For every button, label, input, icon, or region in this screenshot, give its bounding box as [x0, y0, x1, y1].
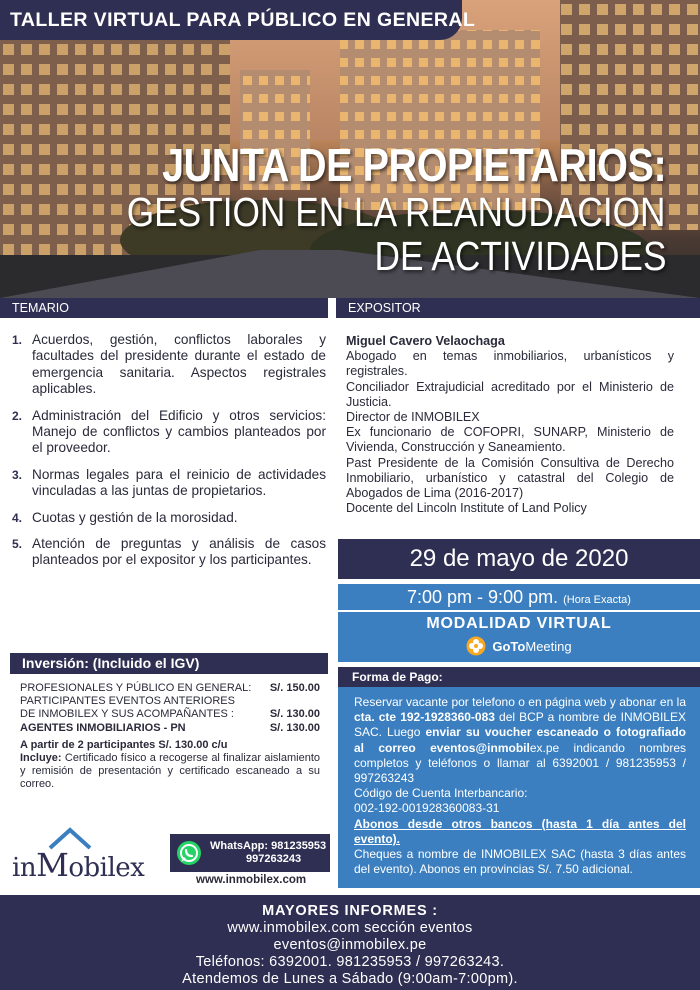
group-discount: A partir de 2 participantes S/. 130.00 c/u	[20, 738, 228, 751]
payment-text: Reservar vacante por telefono o en página web y abonar en la	[354, 695, 686, 709]
hero-photo	[0, 0, 700, 298]
event-date: 29 de mayo de 2020	[338, 539, 700, 579]
expositor-line: Conciliador Extrajudicial acreditado por el Ministerio de Justicia.	[346, 379, 674, 409]
expositor-name: Miguel Cavero Velaochaga	[346, 334, 505, 348]
price-label: AGENTES INMOBILIARIOS - PN	[20, 721, 186, 734]
gotomeeting-logo	[338, 636, 700, 656]
temario-item-number: 3.	[12, 467, 23, 482]
temario-item-text: Normas legales para el reinicio de actividades vinculadas a las juntas de propietarios.	[32, 466, 326, 499]
event-time	[338, 584, 700, 610]
website-link[interactable]: www.inmobilex.com	[196, 874, 307, 886]
other-banks-note: Abonos desde otros bancos (hasta 1 día antes del evento).	[354, 816, 686, 846]
event-time-range: 7:00 pm - 9:00 pm.	[407, 587, 559, 607]
expositor-line: Ex funcionario de COFOPRI, SUNARP, Ministerio de Vivienda, Construcción y Saneamiento.	[346, 425, 674, 455]
footer-contact	[0, 895, 700, 990]
gotomeeting-word-rest: Meeting	[525, 638, 572, 654]
price-value: S/. 130.00	[269, 708, 320, 721]
price-label: PROFESIONALES Y PÚBLICO EN GENERAL:	[20, 682, 252, 694]
logo-wordmark	[12, 846, 144, 884]
payment-info	[338, 687, 700, 888]
modality-box	[338, 612, 700, 662]
expositor-line: Docente del Lincoln Institute of Land Policy	[346, 501, 587, 516]
temario-item	[12, 536, 326, 569]
temario-item-number: 2.	[12, 408, 23, 423]
whatsapp-icon	[176, 840, 202, 866]
expositor-line: Director de INMOBILEX	[346, 410, 480, 425]
cheques-note: Cheques a nombre de INMOBILEX SAC (hasta 3 días antes del evento). Abonos en provincias S/. 7.50 adicional.	[354, 847, 686, 877]
cci-number: 002-192-001928360083-31	[354, 801, 500, 816]
payment-instructions	[354, 695, 686, 786]
payment-header: Forma de Pago:	[338, 667, 700, 687]
price-label: PARTICIPANTES EVENTOS ANTERIORES DE INMOBILEX Y SUS ACOMPAÑANTES :	[20, 695, 235, 721]
temario-item-number: 5.	[12, 537, 23, 552]
title-line-1: JUNTA DE PROPIETARIOS:	[161, 139, 666, 191]
whatsapp-number-1: WhatsApp: 981235953	[210, 840, 327, 852]
price-row	[20, 722, 320, 735]
footer-email[interactable]: eventos@inmobilex.pe	[273, 937, 427, 953]
whatsapp-numbers	[210, 840, 326, 866]
investment-header: Inversión: (Incluido el IGV)	[10, 653, 328, 674]
logo-part: M	[36, 846, 69, 884]
temario-item-text: Cuotas y gestión de la morosidad.	[32, 509, 238, 525]
temario-item-text: Atención de preguntas y análisis de casos planteados por el expositor y los participantes.	[32, 536, 326, 568]
inmobilex-logo	[12, 826, 162, 884]
temario-item	[12, 467, 326, 500]
expositor-line: Abogado en temas inmobiliarios, urbanísticos y registrales.	[346, 349, 674, 379]
footer-phones: Teléfonos: 6392001. 981235953 / 997263243.	[195, 954, 505, 970]
gotomeeting-word-bold: GoTo	[492, 638, 526, 654]
temario-item-number: 4.	[12, 510, 23, 525]
includes-label: Incluye:	[20, 752, 62, 765]
payment-text: del BCP a nombre de INMOBILEX SAC. Luego	[354, 710, 686, 740]
payment-text: ex.pe indicando nombres completos y teléfonos o llamar al 6392001 / 981235953 / 997263243	[354, 740, 686, 786]
title-line-3: DE ACTIVIDADES	[374, 233, 666, 279]
price-row	[20, 695, 320, 721]
cci-label: Código de Cuenta Interbancario:	[354, 786, 528, 801]
expositor-line: Past Presidente de la Comisión Consultiva de Derecho Inmobiliario, urbanístico y catastral del Colegio de Abogados de Lima (2016-2017)	[346, 455, 674, 501]
expositor-header: EXPOSITOR	[336, 298, 700, 318]
temario-item	[12, 408, 326, 457]
footer-heading: MAYORES INFORMES :	[262, 903, 438, 919]
event-time-note: (Hora Exacta)	[563, 594, 631, 606]
temario-list	[12, 332, 326, 579]
price-value: S/. 130.00	[269, 721, 320, 734]
temario-header: TEMARIO	[0, 298, 328, 318]
footer-hours: Atendemos de Lunes a Sábado (9:00am-7:00pm).	[182, 971, 518, 987]
temario-item	[12, 332, 326, 398]
whatsapp-number-2: 997263243	[246, 853, 302, 865]
event-type-banner: TALLER VIRTUAL PARA PÚBLICO EN GENERAL	[0, 0, 462, 40]
includes-note	[20, 752, 320, 792]
footer-website[interactable]: www.inmobilex.com sección eventos	[227, 920, 473, 936]
price-row	[20, 682, 320, 695]
whatsapp-box	[170, 834, 330, 872]
includes-text: Certificado físico a recogerse al finalizar aislamiento y remisión de presentación y certificado escaneado a su correo.	[20, 752, 320, 791]
temario-item-text: Acuerdos, gestión, conflictos laborales y facultades del presidente durante el estado de emergencia sanitaria. Aspectos registrales aplicables.	[32, 332, 326, 397]
price-value: S/. 150.00	[269, 682, 320, 694]
logo-part: in	[12, 853, 37, 883]
modality-label: MODALIDAD VIRTUAL	[426, 615, 612, 632]
expositor-info	[346, 334, 674, 516]
title-line-2: GESTION EN LA REANUDACION	[127, 189, 666, 235]
payment-account: cta. cte 192-1928360-083	[354, 710, 495, 725]
gotomeeting-flower-icon	[466, 636, 486, 656]
temario-item	[12, 510, 326, 526]
investment-details	[20, 682, 320, 792]
temario-item-number: 1.	[12, 333, 23, 347]
payment-voucher-instruction: enviar su voucher escaneado o fotografiado al correo eventos@inmobil	[354, 725, 686, 755]
temario-item-text: Administración del Edificio y otros servicios: Manejo de conflictos y cambios planteados por el proveedor.	[32, 407, 326, 456]
logo-part: obilex	[68, 853, 145, 883]
gotomeeting-wordmark	[492, 639, 571, 654]
